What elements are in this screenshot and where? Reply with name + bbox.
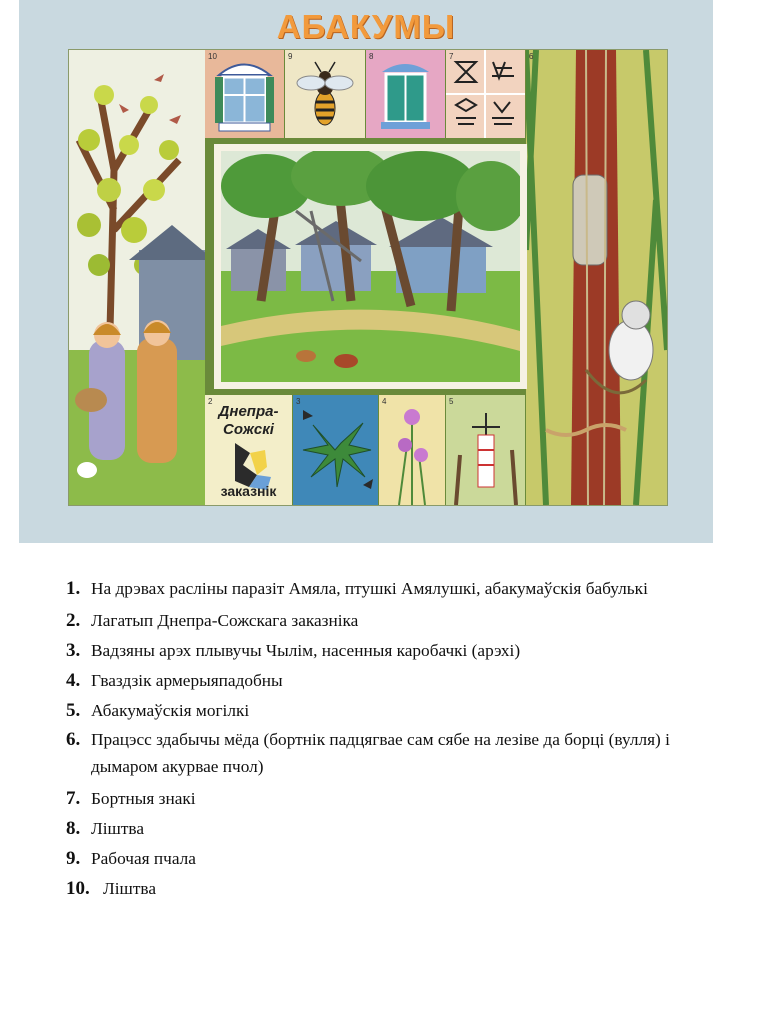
panel-3-water-chestnut: [293, 395, 378, 505]
legend-text: Вадзяны арэх плывучы Чылім, насенныя каробачкі (арэхі): [91, 641, 521, 660]
panel-10-window-frame: [205, 50, 284, 138]
legend-number: 2.: [66, 610, 81, 631]
legend-number: 8.: [66, 818, 81, 839]
legend-number: 10.: [66, 878, 90, 899]
legend-item: [66, 784, 716, 814]
legend-number: 7.: [66, 788, 81, 809]
beekeeper-tree-illustration: [526, 50, 667, 505]
legend-item: [66, 666, 716, 696]
legend-item: [66, 874, 716, 904]
legend-text: Лагатып Днепра-Сожскага заказніка: [91, 611, 359, 630]
cemetery-cross-icon: [446, 395, 525, 505]
panel-number: 9: [288, 52, 293, 61]
legend-number: 9.: [66, 848, 81, 869]
reserve-logo-line-1: Днепра-: [218, 403, 279, 420]
legend-text: Рабочая пчала: [91, 849, 196, 868]
legend-text: Абакумаўскія могілкі: [91, 701, 250, 720]
panel-5-cemetery: [446, 395, 525, 505]
water-chestnut-icon: [293, 395, 378, 505]
reserve-logo-line-3: заказнік: [220, 483, 277, 499]
legend-text: Ліштва: [103, 879, 156, 898]
legend-text: На дрэвах расліны паразіт Амяла, птушкі Амялушкі, абакумаўскія бабулькі: [91, 579, 648, 598]
panel-9-worker-bee: [285, 50, 365, 138]
legend-text: Гваздзік армерыяпадобны: [91, 671, 283, 690]
legend-text: Працэсс здабычы мёда (бортнік падцягвае сам сябе на лезіве да борці (вулля) і дымаром акурвае пчол): [91, 730, 670, 776]
panel-number: 2: [208, 397, 213, 406]
legend-number: 3.: [66, 640, 81, 661]
legend-item: [66, 636, 716, 666]
poster-illustration: [19, 0, 713, 543]
carnation-flower-icon: [379, 395, 445, 505]
legend-text: Ліштва: [91, 819, 144, 838]
window-frame-icon: [366, 50, 445, 138]
legend-item: [66, 814, 716, 844]
panel-number: 4: [382, 397, 387, 406]
window-frame-icon: [205, 50, 284, 138]
legend-item: [66, 726, 716, 784]
panel-number: 3: [296, 397, 301, 406]
legend-text: Бортныя знакі: [91, 789, 196, 808]
panel-7-beekeeper-marks: [446, 50, 525, 138]
legend-number: 6.: [66, 729, 81, 750]
panel-number: 5: [449, 397, 454, 406]
village-scene-frame: [214, 144, 527, 389]
legend-item: [66, 606, 716, 636]
legend-item: [66, 696, 716, 726]
panel-6-honey-harvesting: [526, 50, 667, 505]
village-scene: [221, 151, 520, 382]
panel-4-carnation: [379, 395, 445, 505]
panel-1-mistletoe-grandmothers: [69, 50, 205, 505]
legend-item: [66, 575, 716, 606]
panel-2-reserve-logo: [205, 395, 292, 505]
panel-number: 6: [529, 52, 534, 61]
panel-number: 8: [369, 52, 374, 61]
legend-number: 1.: [66, 578, 81, 599]
mistletoe-trees-illustration: [69, 50, 205, 505]
legend-list: [66, 575, 716, 904]
reserve-logo-line-2: Сожскі: [223, 421, 274, 438]
legend-number: 4.: [66, 670, 81, 691]
bee-icon: [285, 50, 365, 138]
panel-number: 10: [208, 52, 217, 61]
panel-number: 7: [449, 52, 454, 61]
panel-8-window-frame: [366, 50, 445, 138]
poster-title: АБАКУМЫ: [276, 8, 456, 45]
illustration-frame: [68, 49, 668, 506]
legend-number: 5.: [66, 700, 81, 721]
beekeeper-signs-icon: [446, 50, 525, 138]
legend-item: [66, 844, 716, 874]
